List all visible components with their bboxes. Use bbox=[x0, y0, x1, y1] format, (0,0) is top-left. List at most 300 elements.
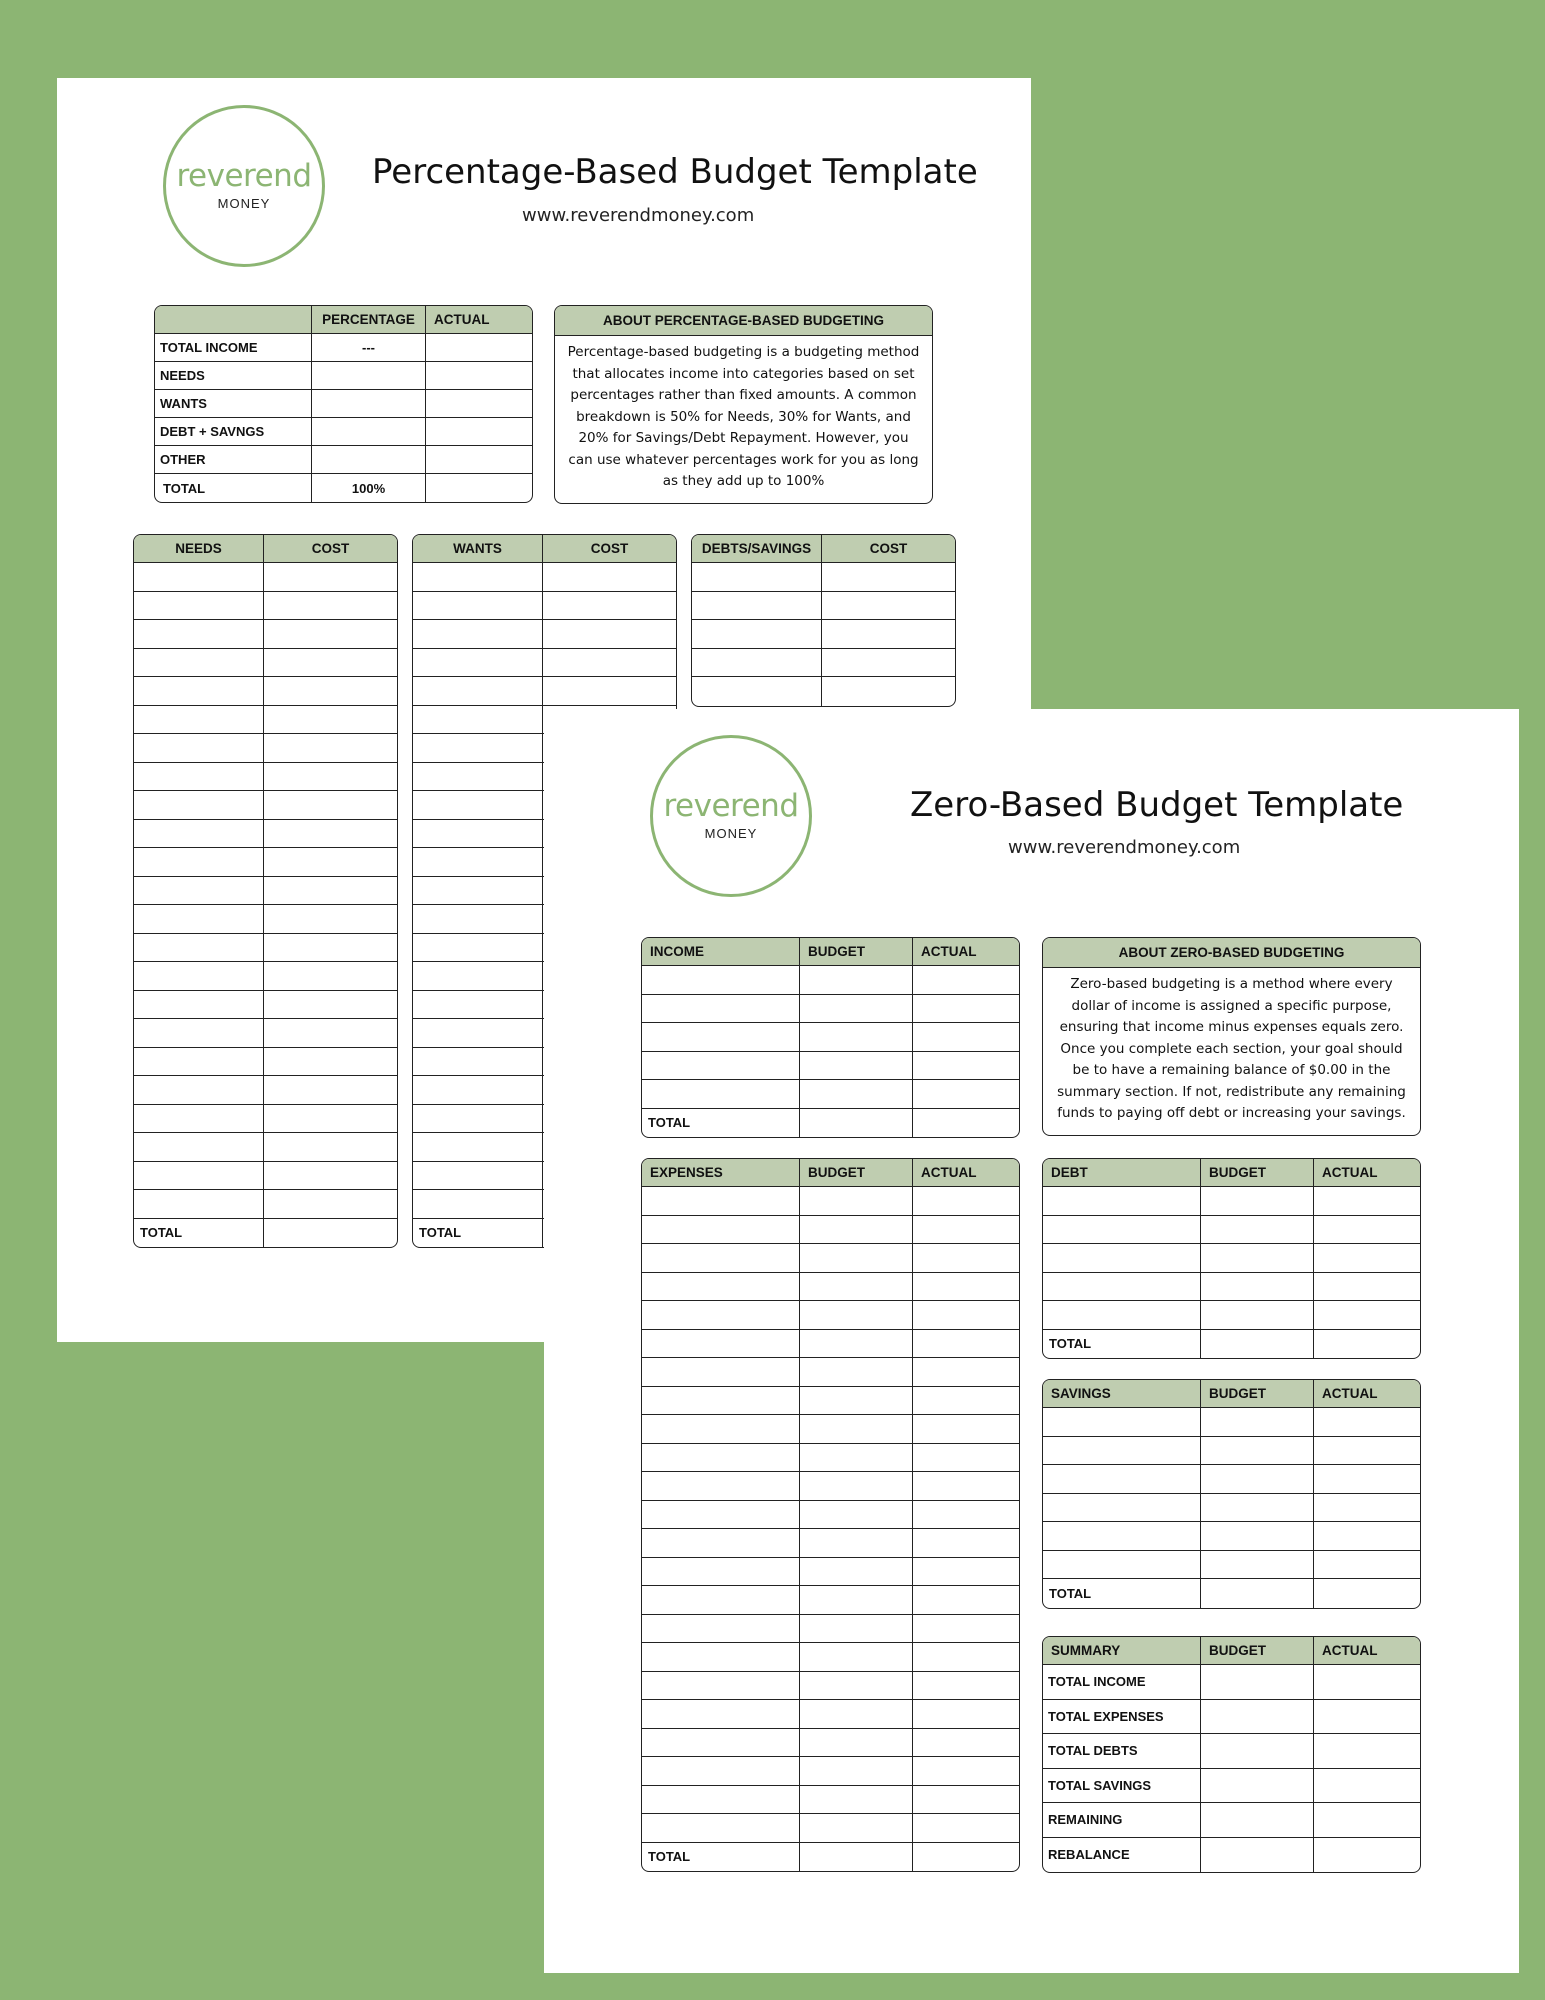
row-label: TOTAL INCOME bbox=[155, 334, 312, 362]
entry-cell[interactable] bbox=[913, 1387, 1019, 1416]
entry-cell[interactable] bbox=[1043, 1301, 1201, 1330]
table-row bbox=[134, 905, 397, 934]
entry-cell[interactable] bbox=[264, 991, 397, 1020]
entry-cell[interactable] bbox=[1201, 1803, 1314, 1838]
entry-cell[interactable] bbox=[1314, 1522, 1420, 1551]
about-text: Zero-based budgeting is a method where every dollar of income is assigned a specific purpose, ensuring that income minus expenses equals zero. Once you complete each section, your goal should be to have a remaining balance of $0.00 in the summary section. If not, redistribute any remaining funds to paying off debt or increasing your savings. bbox=[1057, 976, 1406, 1121]
header-summary: SUMMARY bbox=[1043, 1637, 1201, 1665]
entry-cell[interactable] bbox=[413, 1019, 543, 1048]
table-row bbox=[692, 649, 955, 678]
total-cell[interactable] bbox=[800, 1843, 913, 1872]
entry-cell[interactable] bbox=[800, 1615, 913, 1644]
entry-cell[interactable] bbox=[822, 649, 955, 678]
table-row bbox=[1043, 1769, 1420, 1804]
entry-cell[interactable] bbox=[134, 991, 264, 1020]
entry-cell[interactable] bbox=[800, 1387, 913, 1416]
entry-cell[interactable] bbox=[800, 1244, 913, 1273]
entry-cell[interactable] bbox=[1314, 1437, 1420, 1466]
entry-cell[interactable] bbox=[913, 1501, 1019, 1530]
entry-cell[interactable] bbox=[642, 1052, 800, 1081]
entry-cell[interactable] bbox=[264, 905, 397, 934]
entry-cell[interactable] bbox=[134, 934, 264, 963]
table-row bbox=[642, 1501, 1019, 1530]
entry-cell[interactable] bbox=[264, 1133, 397, 1162]
entry-cell[interactable] bbox=[1314, 1187, 1420, 1216]
entry-cell[interactable] bbox=[1314, 1301, 1420, 1330]
about-heading: ABOUT ZERO-BASED BUDGETING bbox=[1043, 938, 1420, 968]
entry-cell[interactable] bbox=[642, 1301, 800, 1330]
entry-cell[interactable] bbox=[913, 1757, 1019, 1786]
table-row bbox=[134, 620, 397, 649]
entry-cell[interactable] bbox=[413, 934, 543, 963]
entry-cell[interactable] bbox=[1043, 1187, 1201, 1216]
entry-cell[interactable] bbox=[1201, 1437, 1314, 1466]
entry-cell[interactable] bbox=[1201, 1665, 1314, 1700]
entry-cell[interactable] bbox=[134, 820, 264, 849]
percentage-cell[interactable]: --- bbox=[312, 334, 426, 362]
row-label: WANTS bbox=[155, 390, 312, 418]
table-row bbox=[134, 848, 397, 877]
table-row bbox=[134, 1076, 397, 1105]
entry-cell[interactable] bbox=[800, 1643, 913, 1672]
entry-cell[interactable] bbox=[1314, 1273, 1420, 1302]
total-cell[interactable] bbox=[1201, 1579, 1314, 1608]
entry-cell[interactable] bbox=[264, 649, 397, 678]
entry-cell[interactable] bbox=[913, 1358, 1019, 1387]
entry-cell[interactable] bbox=[1201, 1700, 1314, 1735]
entry-cell[interactable] bbox=[1201, 1494, 1314, 1523]
table-row bbox=[642, 1700, 1019, 1729]
entry-cell[interactable] bbox=[264, 620, 397, 649]
entry-cell[interactable] bbox=[1314, 1803, 1420, 1838]
entry-cell[interactable] bbox=[692, 620, 822, 649]
entry-cell[interactable] bbox=[134, 877, 264, 906]
entry-cell[interactable] bbox=[134, 592, 264, 621]
entry-cell[interactable] bbox=[642, 966, 800, 995]
entry-cell[interactable] bbox=[413, 820, 543, 849]
entry-cell[interactable] bbox=[413, 962, 543, 991]
entry-cell[interactable] bbox=[264, 677, 397, 706]
actual-cell[interactable] bbox=[426, 362, 532, 390]
entry-cell[interactable] bbox=[134, 706, 264, 735]
entry-cell[interactable] bbox=[822, 620, 955, 649]
header-savings: SAVINGS bbox=[1043, 1380, 1201, 1408]
entry-cell[interactable] bbox=[642, 995, 800, 1024]
entry-cell[interactable] bbox=[1201, 1301, 1314, 1330]
row-label: OTHER bbox=[155, 446, 312, 474]
entry-cell[interactable] bbox=[413, 1105, 543, 1134]
total-label: TOTAL bbox=[642, 1109, 800, 1138]
page-title: Zero-Based Budget Template bbox=[910, 785, 1404, 825]
website-url: www.reverendmoney.com bbox=[1008, 837, 1241, 858]
entry-cell[interactable] bbox=[913, 1023, 1019, 1052]
entry-cell[interactable] bbox=[543, 677, 676, 706]
header-debts-savings: DEBTS/SAVINGS bbox=[692, 535, 822, 563]
about-text: Percentage-based budgeting is a budgeting method that allocates income into categories based on set percentages rather than fixed amounts. A common breakdown is 50% for Needs, 30% for Wants, and 20% for Savings/Debt Repayment. However, you can use whatever percentages work for you as long as they add up to 100% bbox=[567, 344, 920, 489]
table-row bbox=[642, 1586, 1019, 1615]
entry-cell[interactable] bbox=[1201, 1465, 1314, 1494]
entry-cell[interactable] bbox=[913, 1330, 1019, 1359]
entry-cell[interactable] bbox=[134, 1076, 264, 1105]
entry-cell[interactable] bbox=[1043, 1465, 1201, 1494]
percentage-cell[interactable] bbox=[312, 418, 426, 446]
entry-cell[interactable] bbox=[800, 1529, 913, 1558]
entry-cell[interactable] bbox=[642, 1080, 800, 1109]
actual-cell[interactable] bbox=[426, 418, 532, 446]
entry-cell[interactable] bbox=[913, 1052, 1019, 1081]
entry-cell[interactable] bbox=[642, 1187, 800, 1216]
entry-cell[interactable] bbox=[134, 1133, 264, 1162]
entry-cell[interactable] bbox=[1314, 1838, 1420, 1873]
entry-cell[interactable] bbox=[800, 995, 913, 1024]
entry-cell[interactable] bbox=[1201, 1838, 1314, 1873]
entry-cell[interactable] bbox=[134, 962, 264, 991]
entry-cell[interactable] bbox=[264, 734, 397, 763]
entry-cell[interactable] bbox=[413, 649, 543, 678]
entry-cell[interactable] bbox=[913, 1187, 1019, 1216]
entry-cell[interactable] bbox=[264, 1190, 397, 1219]
table-row bbox=[1043, 1665, 1420, 1700]
entry-cell[interactable] bbox=[913, 1729, 1019, 1758]
row-label: NEEDS bbox=[155, 362, 312, 390]
entry-cell[interactable] bbox=[913, 1301, 1019, 1330]
entry-cell[interactable] bbox=[134, 649, 264, 678]
table-row bbox=[134, 962, 397, 991]
entry-cell[interactable] bbox=[134, 1048, 264, 1077]
entry-cell[interactable] bbox=[800, 1757, 913, 1786]
total-label: TOTAL bbox=[642, 1843, 800, 1872]
entry-cell[interactable] bbox=[800, 1586, 913, 1615]
entry-cell[interactable] bbox=[642, 1615, 800, 1644]
entry-cell[interactable] bbox=[543, 592, 676, 621]
percentage-cell[interactable] bbox=[312, 446, 426, 474]
header-budget: BUDGET bbox=[800, 1159, 913, 1187]
entry-cell[interactable] bbox=[642, 1472, 800, 1501]
entry-cell[interactable] bbox=[1314, 1769, 1420, 1804]
entry-cell[interactable] bbox=[642, 1814, 800, 1843]
entry-cell[interactable] bbox=[1043, 1437, 1201, 1466]
table-row bbox=[413, 563, 676, 592]
entry-cell[interactable] bbox=[913, 1080, 1019, 1109]
entry-cell[interactable] bbox=[800, 1080, 913, 1109]
entry-cell[interactable] bbox=[692, 563, 822, 592]
entry-cell[interactable] bbox=[800, 1786, 913, 1815]
entry-cell[interactable] bbox=[134, 620, 264, 649]
table-row bbox=[642, 1472, 1019, 1501]
entry-cell[interactable] bbox=[134, 563, 264, 592]
percentage-summary-table bbox=[154, 305, 533, 503]
entry-cell[interactable] bbox=[913, 1586, 1019, 1615]
header-actual: ACTUAL bbox=[913, 1159, 1019, 1187]
entry-cell[interactable] bbox=[913, 1529, 1019, 1558]
table-row bbox=[642, 1814, 1019, 1843]
header-actual: ACTUAL bbox=[1314, 1637, 1420, 1665]
entry-cell[interactable] bbox=[800, 1472, 913, 1501]
entry-cell[interactable] bbox=[413, 791, 543, 820]
entry-cell[interactable] bbox=[134, 763, 264, 792]
actual-cell[interactable] bbox=[426, 334, 532, 362]
header-cost: COST bbox=[264, 535, 397, 563]
entry-cell[interactable] bbox=[913, 1558, 1019, 1587]
entry-cell[interactable] bbox=[413, 1048, 543, 1077]
entry-cell[interactable] bbox=[134, 905, 264, 934]
entry-cell[interactable] bbox=[1314, 1734, 1420, 1769]
entry-cell[interactable] bbox=[1201, 1522, 1314, 1551]
entry-cell[interactable] bbox=[642, 1330, 800, 1359]
total-cell[interactable] bbox=[913, 1109, 1019, 1138]
entry-cell[interactable] bbox=[543, 649, 676, 678]
entry-cell[interactable] bbox=[822, 592, 955, 621]
entry-cell[interactable] bbox=[822, 563, 955, 592]
header-debt: DEBT bbox=[1043, 1159, 1201, 1187]
entry-cell[interactable] bbox=[413, 991, 543, 1020]
entry-cell[interactable] bbox=[413, 1162, 543, 1191]
entry-cell[interactable] bbox=[413, 677, 543, 706]
entry-cell[interactable] bbox=[264, 877, 397, 906]
entry-cell[interactable] bbox=[413, 563, 543, 592]
table-row bbox=[134, 1105, 397, 1134]
actual-cell[interactable] bbox=[426, 474, 532, 502]
debts-savings-table bbox=[691, 534, 956, 707]
entry-cell[interactable] bbox=[913, 1814, 1019, 1843]
table-row bbox=[642, 1615, 1019, 1644]
header-actual: ACTUAL bbox=[913, 938, 1019, 966]
entry-cell[interactable] bbox=[134, 734, 264, 763]
logo-word: reverend bbox=[176, 158, 312, 194]
entry-cell[interactable] bbox=[1314, 1216, 1420, 1245]
entry-cell[interactable] bbox=[413, 1133, 543, 1162]
entry-cell[interactable] bbox=[1201, 1408, 1314, 1437]
entry-cell[interactable] bbox=[642, 1643, 800, 1672]
entry-cell[interactable] bbox=[264, 1162, 397, 1191]
total-cell[interactable] bbox=[1201, 1330, 1314, 1359]
about-zero-box bbox=[1042, 937, 1421, 1136]
entry-cell[interactable] bbox=[800, 966, 913, 995]
entry-cell[interactable] bbox=[134, 1019, 264, 1048]
entry-cell[interactable] bbox=[913, 995, 1019, 1024]
entry-cell[interactable] bbox=[1201, 1216, 1314, 1245]
entry-cell[interactable] bbox=[642, 1786, 800, 1815]
entry-cell[interactable] bbox=[692, 592, 822, 621]
entry-cell[interactable] bbox=[692, 649, 822, 678]
total-row bbox=[1043, 1330, 1420, 1359]
entry-cell[interactable] bbox=[413, 592, 543, 621]
entry-cell[interactable] bbox=[1201, 1769, 1314, 1804]
entry-cell[interactable] bbox=[1314, 1665, 1420, 1700]
entry-cell[interactable] bbox=[134, 791, 264, 820]
entry-cell[interactable] bbox=[642, 1244, 800, 1273]
entry-cell[interactable] bbox=[413, 877, 543, 906]
table-row bbox=[642, 1216, 1019, 1245]
entry-cell[interactable] bbox=[642, 1273, 800, 1302]
entry-cell[interactable] bbox=[1043, 1244, 1201, 1273]
entry-cell[interactable] bbox=[800, 1501, 913, 1530]
logo-subword: MONEY bbox=[217, 196, 271, 211]
entry-cell[interactable] bbox=[1314, 1244, 1420, 1273]
entry-cell[interactable] bbox=[642, 1729, 800, 1758]
entry-cell[interactable] bbox=[264, 1105, 397, 1134]
table-row bbox=[134, 1162, 397, 1191]
entry-cell[interactable] bbox=[800, 1216, 913, 1245]
header-budget: BUDGET bbox=[1201, 1380, 1314, 1408]
entry-cell[interactable] bbox=[413, 734, 543, 763]
entry-cell[interactable] bbox=[800, 1700, 913, 1729]
entry-cell[interactable] bbox=[800, 1330, 913, 1359]
entry-cell[interactable] bbox=[134, 1190, 264, 1219]
entry-cell[interactable] bbox=[642, 1387, 800, 1416]
entry-cell[interactable] bbox=[913, 1643, 1019, 1672]
table-row bbox=[1043, 1465, 1420, 1494]
entry-cell[interactable] bbox=[413, 620, 543, 649]
entry-cell[interactable] bbox=[1314, 1494, 1420, 1523]
entry-cell[interactable] bbox=[264, 962, 397, 991]
total-cell[interactable] bbox=[800, 1109, 913, 1138]
entry-cell[interactable] bbox=[913, 1700, 1019, 1729]
entry-cell[interactable] bbox=[1043, 1408, 1201, 1437]
total-cell[interactable] bbox=[264, 1219, 397, 1248]
entry-cell[interactable] bbox=[1043, 1522, 1201, 1551]
entry-cell[interactable] bbox=[1201, 1551, 1314, 1580]
percentage-cell[interactable] bbox=[312, 362, 426, 390]
entry-cell[interactable] bbox=[800, 1273, 913, 1302]
entry-cell[interactable] bbox=[913, 1216, 1019, 1245]
entry-cell[interactable] bbox=[264, 791, 397, 820]
header-budget: BUDGET bbox=[1201, 1159, 1314, 1187]
entry-cell[interactable] bbox=[800, 1729, 913, 1758]
page-title: Percentage-Based Budget Template bbox=[372, 152, 978, 192]
entry-cell[interactable] bbox=[1201, 1734, 1314, 1769]
entry-cell[interactable] bbox=[413, 905, 543, 934]
entry-cell[interactable] bbox=[800, 1301, 913, 1330]
total-row bbox=[642, 1109, 1019, 1138]
total-row bbox=[134, 1219, 397, 1248]
entry-cell[interactable] bbox=[264, 1076, 397, 1105]
entry-cell[interactable] bbox=[413, 1076, 543, 1105]
entry-cell[interactable] bbox=[413, 706, 543, 735]
entry-cell[interactable] bbox=[264, 1048, 397, 1077]
table-row bbox=[642, 1415, 1019, 1444]
entry-cell[interactable] bbox=[642, 1501, 800, 1530]
entry-cell[interactable] bbox=[800, 1023, 913, 1052]
entry-cell[interactable] bbox=[264, 848, 397, 877]
entry-cell[interactable] bbox=[913, 1444, 1019, 1473]
entry-cell[interactable] bbox=[913, 1615, 1019, 1644]
entry-cell[interactable] bbox=[913, 1472, 1019, 1501]
zero-budget-sheet bbox=[544, 709, 1519, 1973]
table-row bbox=[642, 1080, 1019, 1109]
entry-cell[interactable] bbox=[1043, 1273, 1201, 1302]
entry-cell[interactable] bbox=[413, 848, 543, 877]
entry-cell[interactable] bbox=[1201, 1244, 1314, 1273]
table-row bbox=[642, 1529, 1019, 1558]
entry-cell[interactable] bbox=[1043, 1216, 1201, 1245]
entry-cell[interactable] bbox=[800, 1187, 913, 1216]
entry-cell[interactable] bbox=[913, 1244, 1019, 1273]
entry-cell[interactable] bbox=[1314, 1465, 1420, 1494]
table-row bbox=[134, 763, 397, 792]
entry-cell[interactable] bbox=[543, 620, 676, 649]
header-expenses: EXPENSES bbox=[642, 1159, 800, 1187]
entry-cell[interactable] bbox=[264, 592, 397, 621]
table-row bbox=[642, 1187, 1019, 1216]
entry-cell[interactable] bbox=[800, 1444, 913, 1473]
total-label: TOTAL bbox=[1043, 1330, 1201, 1359]
entry-cell[interactable] bbox=[642, 1586, 800, 1615]
percentage-cell[interactable]: 100% bbox=[312, 474, 426, 502]
entry-cell[interactable] bbox=[913, 1415, 1019, 1444]
total-cell[interactable] bbox=[1314, 1330, 1420, 1359]
entry-cell[interactable] bbox=[543, 563, 676, 592]
entry-cell[interactable] bbox=[264, 820, 397, 849]
savings-table bbox=[1042, 1379, 1421, 1609]
table-row bbox=[642, 1330, 1019, 1359]
actual-cell[interactable] bbox=[426, 390, 532, 418]
entry-cell[interactable] bbox=[800, 1358, 913, 1387]
header-budget: BUDGET bbox=[800, 938, 913, 966]
entry-cell[interactable] bbox=[800, 1415, 913, 1444]
entry-cell[interactable] bbox=[134, 848, 264, 877]
percentage-cell[interactable] bbox=[312, 390, 426, 418]
total-cell[interactable] bbox=[913, 1843, 1019, 1872]
entry-cell[interactable] bbox=[134, 677, 264, 706]
entry-cell[interactable] bbox=[642, 1757, 800, 1786]
entry-cell[interactable] bbox=[913, 1672, 1019, 1701]
entry-cell[interactable] bbox=[1314, 1408, 1420, 1437]
entry-cell[interactable] bbox=[1201, 1187, 1314, 1216]
entry-cell[interactable] bbox=[800, 1672, 913, 1701]
entry-cell[interactable] bbox=[642, 1444, 800, 1473]
entry-cell[interactable] bbox=[413, 1190, 543, 1219]
entry-cell[interactable] bbox=[642, 1358, 800, 1387]
entry-cell[interactable] bbox=[642, 1415, 800, 1444]
entry-cell[interactable] bbox=[800, 1558, 913, 1587]
entry-cell[interactable] bbox=[913, 1786, 1019, 1815]
entry-cell[interactable] bbox=[642, 1023, 800, 1052]
entry-cell[interactable] bbox=[800, 1814, 913, 1843]
entry-cell[interactable] bbox=[134, 1162, 264, 1191]
entry-cell[interactable] bbox=[1314, 1551, 1420, 1580]
total-cell[interactable] bbox=[1314, 1579, 1420, 1608]
entry-cell[interactable] bbox=[642, 1672, 800, 1701]
entry-cell[interactable] bbox=[642, 1558, 800, 1587]
entry-cell[interactable] bbox=[692, 677, 822, 706]
entry-cell[interactable] bbox=[642, 1216, 800, 1245]
entry-cell[interactable] bbox=[800, 1052, 913, 1081]
entry-cell[interactable] bbox=[264, 563, 397, 592]
entry-cell[interactable] bbox=[822, 677, 955, 706]
entry-cell[interactable] bbox=[642, 1700, 800, 1729]
entry-cell[interactable] bbox=[413, 763, 543, 792]
actual-cell[interactable] bbox=[426, 446, 532, 474]
entry-cell[interactable] bbox=[264, 1019, 397, 1048]
entry-cell[interactable] bbox=[1201, 1273, 1314, 1302]
entry-cell[interactable] bbox=[264, 934, 397, 963]
entry-cell[interactable] bbox=[264, 706, 397, 735]
entry-cell[interactable] bbox=[913, 966, 1019, 995]
entry-cell[interactable] bbox=[264, 763, 397, 792]
header-blank bbox=[155, 306, 312, 334]
entry-cell[interactable] bbox=[134, 1105, 264, 1134]
entry-cell[interactable] bbox=[1043, 1494, 1201, 1523]
table-row bbox=[642, 1244, 1019, 1273]
entry-cell[interactable] bbox=[913, 1273, 1019, 1302]
entry-cell[interactable] bbox=[642, 1529, 800, 1558]
table-row bbox=[413, 620, 676, 649]
table-row bbox=[642, 1301, 1019, 1330]
entry-cell[interactable] bbox=[1043, 1551, 1201, 1580]
total-row bbox=[1043, 1579, 1420, 1608]
entry-cell[interactable] bbox=[1314, 1700, 1420, 1735]
